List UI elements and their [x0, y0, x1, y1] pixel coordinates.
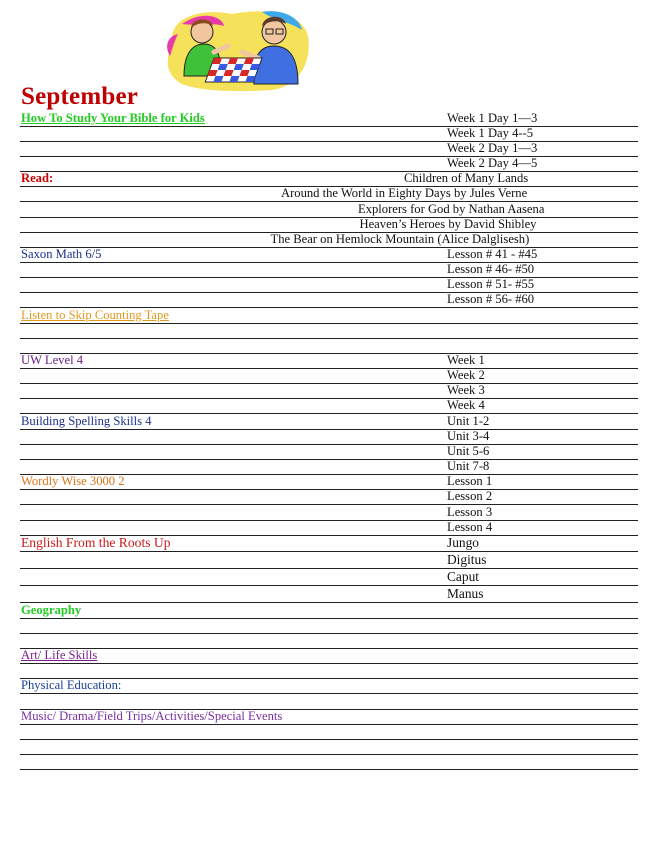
section-label: English From the Roots Up [21, 535, 171, 551]
section-label: Listen to Skip Counting Tape [21, 307, 169, 322]
schedule-entry: Week 2 Day 4—5 [447, 156, 538, 171]
section-label: Saxon Math 6/5 [21, 246, 102, 261]
schedule-entry: Lesson # 41 - #45 [447, 246, 538, 261]
schedule-entry: Unit 3-4 [447, 428, 490, 443]
planner-row [20, 568, 638, 587]
reading-title: Children of Many Lands [404, 171, 529, 186]
schedule-entry: Digitus [447, 552, 487, 568]
schedule-entry: Week 1 Day 4--5 [447, 125, 534, 140]
planner-row [20, 585, 638, 604]
reading-title: Explorers for God by Nathan Aasena [358, 201, 545, 216]
schedule-entry: Jungo [447, 535, 479, 551]
schedule-entry: Unit 1-2 [447, 413, 490, 428]
planner-row [20, 753, 638, 770]
schedule-entry: Lesson 2 [447, 489, 493, 504]
reading-title: The Bear on Hemlock Mountain (Alice Dalglisesh) [270, 231, 530, 246]
schedule-entry: Lesson # 46- #50 [447, 262, 535, 277]
schedule-entry: Unit 5-6 [447, 443, 490, 458]
schedule-entry: Week 3 [447, 383, 485, 398]
section-label: Physical Education: [21, 678, 122, 693]
schedule-entry: Week 1 Day 1—3 [447, 110, 538, 125]
schedule-entry: Unit 7-8 [447, 459, 490, 474]
schedule-entry: Manus [447, 586, 484, 602]
section-label: How To Study Your Bible for Kids [21, 110, 205, 125]
planner-row [20, 551, 638, 570]
reading-title: Heaven’s Heroes by David Shibley [359, 216, 537, 231]
section-label: Geography [21, 602, 82, 617]
reading-title: Around the World in Eighty Days by Jules Verne [281, 186, 528, 201]
schedule-entry: Week 2 [447, 368, 485, 383]
section-label: Wordly Wise 3000 2 [21, 474, 125, 489]
schedule-entry: Lesson 1 [447, 474, 493, 489]
section-label: UW Level 4 [21, 353, 84, 367]
section-label: Music/ Drama/Field Trips/Activities/Special Events [21, 708, 283, 723]
section-label: Art/ Life Skills [21, 648, 98, 663]
month-title: September [21, 83, 139, 110]
schedule-entry: Week 2 Day 1—3 [447, 140, 538, 155]
schedule-entry: Lesson # 56- #60 [447, 292, 535, 307]
section-label: Building Spelling Skills 4 [21, 413, 152, 428]
schedule-entry: Lesson 4 [447, 519, 493, 534]
schedule-entry: Week 1 [447, 353, 485, 367]
schedule-entry: Lesson 3 [447, 504, 493, 519]
planner-row [20, 534, 638, 553]
schedule-entry: Lesson # 51- #55 [447, 277, 535, 292]
section-label: Read: [21, 171, 54, 186]
schedule-entry: Caput [447, 569, 479, 585]
schedule-entry: Week 4 [447, 398, 485, 413]
